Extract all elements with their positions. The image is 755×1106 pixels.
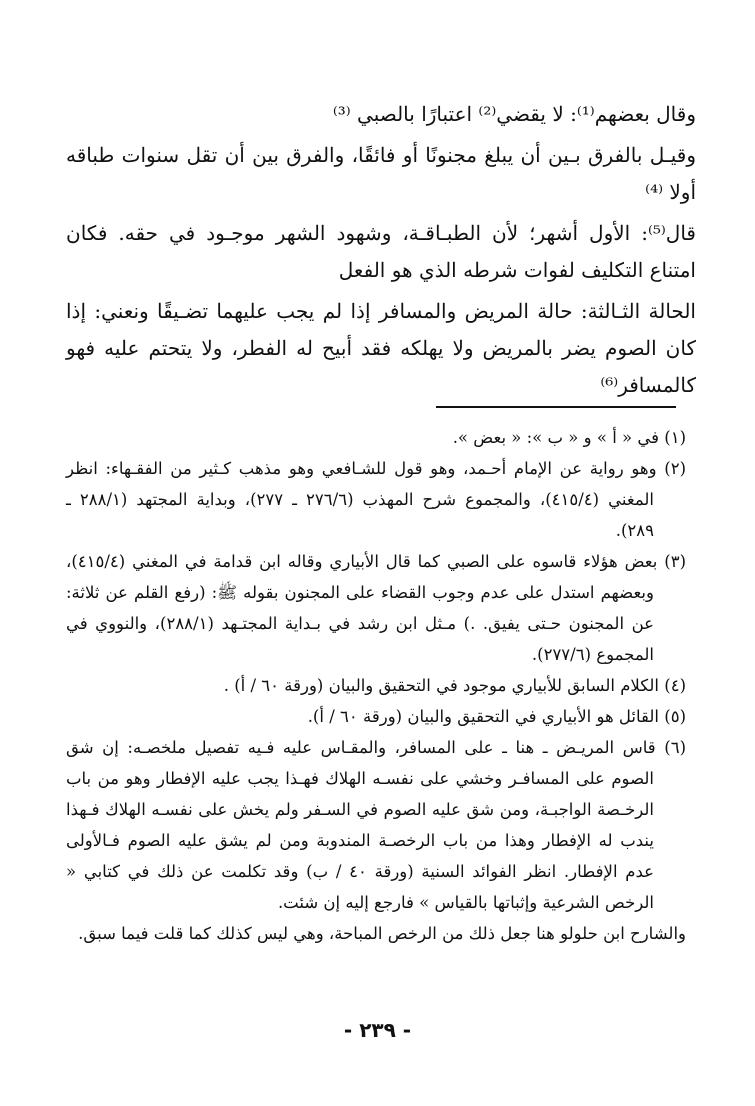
footnote-5: (٥) القائل هو الأبياري في التحقيق والبيان (ورقة ٦٠ / أ).	[307, 707, 686, 726]
footnotes	[66, 422, 686, 949]
page-number: - ٢٣٩ -	[343, 1018, 412, 1042]
footnote-6: (٦) قاس المريـض ـ هنا ـ على المسافر، والمقـاس عليه فـيه تفصيل ملخصـه: إن شق الصوم على المسافـر وخشي على نفسـه الهلاك فهـذا يجب عليه الإفطار وهو من باب الرخـصة الواجبـة، ومن شق عليه الصوم في السـفر ولم يخش على نفسـه الهلاك فـهذا يندب له الإفطار وهذا من باب الرخصـة المندوبة ومن لم يشق عليه الصوم فـالأولى عدم الإفطار. انظر الفوائد السنية (ورقة ٤٠ / ب) وقد تكلمت عن ذلك في كتابي « الرخص الشرعية وإثباتها بالقياس » فارجع إليه إن شئت.	[66, 738, 686, 912]
paragraph-3: قال⁽⁵⁾: الأول أشهر؛ لأن الطبـاقـة، وشهود الشهر موجـود في حقه. فكان امتناع التكليف لفوات شرطه الذي هو الفعل	[66, 221, 696, 282]
footnote-3: (٣) بعض هؤلاء قاسوه على الصبي كما قال الأبياري وقاله ابن قدامة في المغني (٤١٥/٤)، وبعضهم استدل على عدم وجوب القضاء على المجنون بقوله ﷺ: (رفع القلم عن ثلاثة: عن المجنون حـتى يفيق. .) مـثل ابن رشد في بـداية المجتـهد (٢٨٨/١)، والنووي في المجموع (٢٧٧/٦).	[66, 552, 686, 664]
footnote-6-continuation: والشارح ابن حلولو هنا جعل ذلك من الرخص المباحة، وهي ليس كذلك كما قلت فيما سبق.	[78, 924, 686, 943]
footnote-separator	[436, 406, 676, 408]
paragraph-4: الحالة الثـالثة: حالة المريض والمسافر إذا لم يجب عليهما تضـيقًا ونعني: إذا كان الصوم يضر بالمريض ولا يهلكه فقد أبيح له الفطر، ولا يتحتم عليه فهو كالمسافر⁽⁶⁾	[66, 299, 696, 397]
footnote-4: (٤) الكلام السابق للأبياري موجود في التحقيق والبيان (ورقة ٦٠ / أ) .	[223, 676, 686, 695]
footnote-1: (١) في « أ » و « ب »: « بعض ».	[452, 428, 686, 447]
paragraph-2: وقيـل بالفرق بـين أن يبلغ مجنونًا أو فائقًا، والفرق بين أن تقل سنوات طباقه أولا ⁽⁴⁾	[66, 143, 696, 204]
main-text	[66, 84, 696, 408]
paragraph-1: وقال بعضهم⁽¹⁾: لا يقضي⁽²⁾ اعتبارًا بالصبي ⁽³⁾	[332, 102, 696, 126]
footnote-2: (٢) وهو رواية عن الإمام أحـمد، وهو قول للشـافعي وهو مذهب كـثير من الفقـهاء: انظر المغني (٤١٥/٤)، والمجموع شرح المهذب (٢٧٦/٦ ـ ٢٧٧)، وبداية المجتهد (٢٨٨/١ ـ ٢٨٩).	[66, 459, 686, 540]
